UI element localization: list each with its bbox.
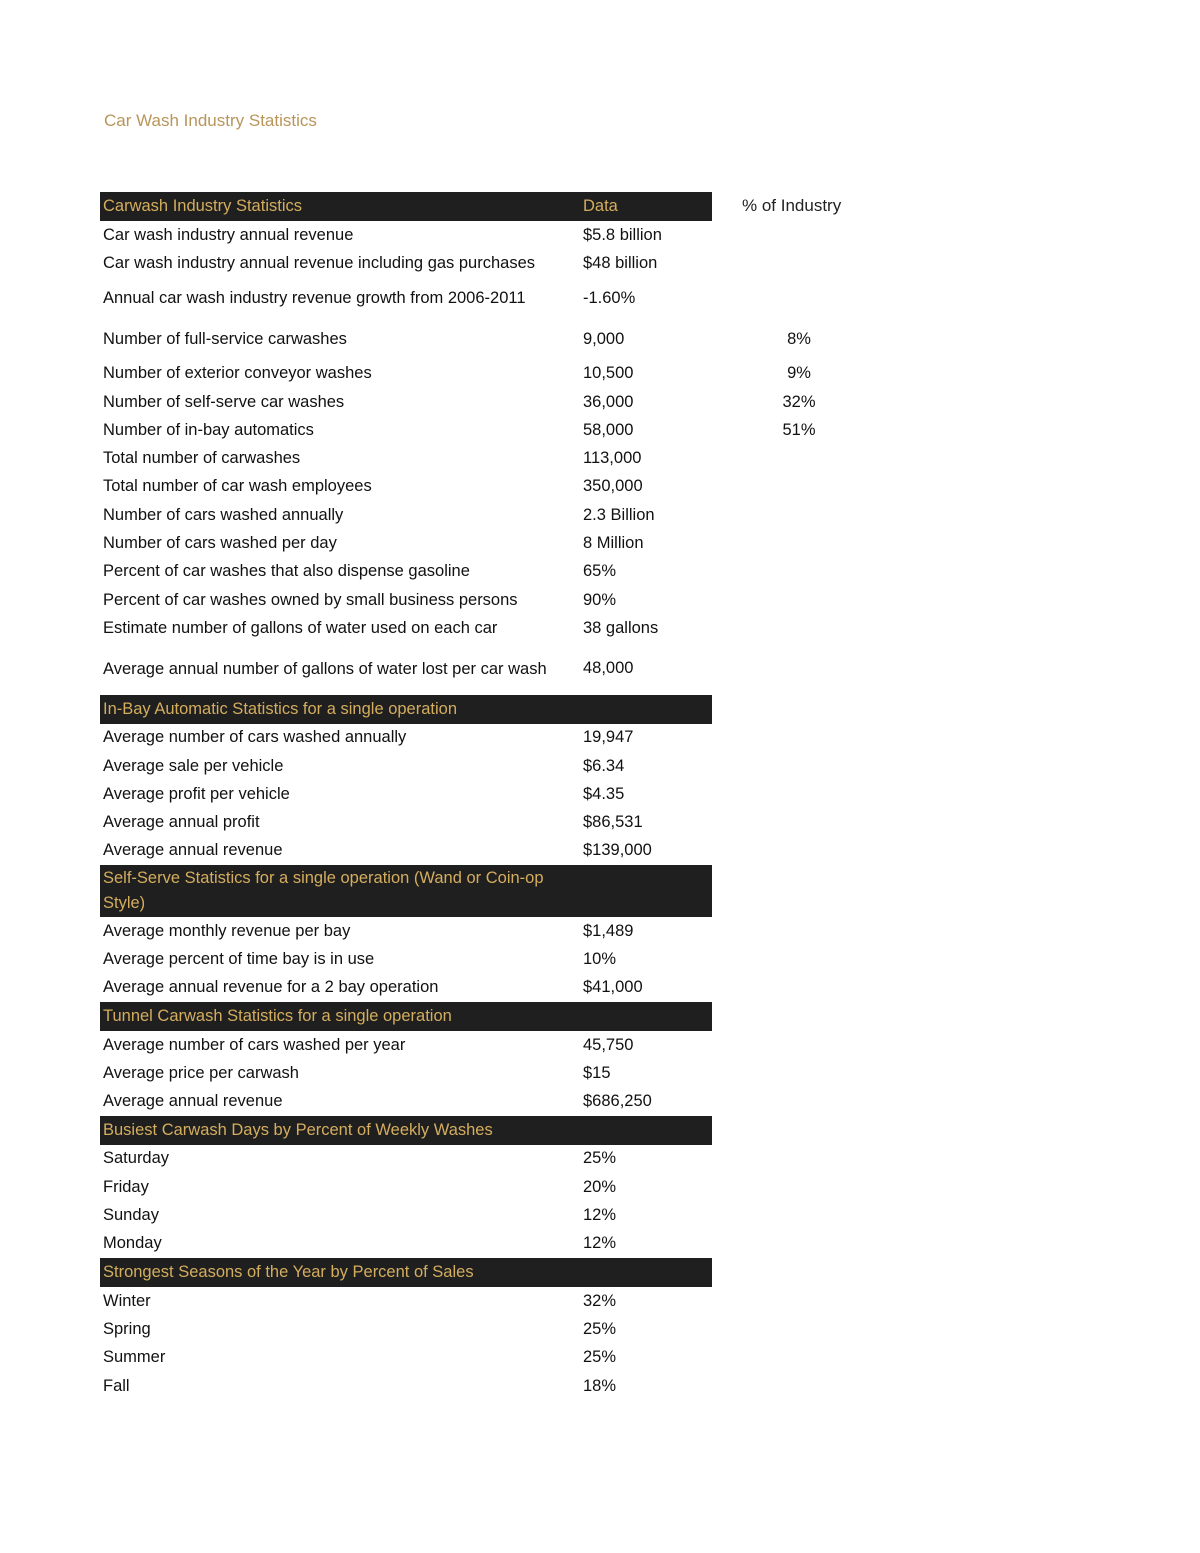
row-value: 32% — [583, 1291, 617, 1310]
table-row — [100, 1344, 712, 1372]
row-label: Fall — [103, 1376, 130, 1395]
table-row — [100, 724, 712, 752]
table-row — [100, 1315, 712, 1343]
table-row — [100, 1059, 712, 1087]
table-row — [100, 1287, 712, 1315]
table-row — [100, 529, 712, 557]
row-label: Car wash industry annual revenue — [103, 225, 354, 244]
row-label: Average profit per vehicle — [103, 784, 290, 803]
table-row — [100, 614, 712, 642]
table-row — [100, 1230, 712, 1258]
row-label: Summer — [103, 1348, 166, 1367]
table-row — [100, 249, 712, 277]
table-row — [100, 1031, 712, 1059]
table-row — [100, 360, 712, 388]
row-label: Average price per carwash — [103, 1063, 299, 1082]
row-value: 19,947 — [583, 728, 634, 747]
table-row — [100, 1372, 712, 1400]
page-title: Car Wash Industry Statistics — [104, 111, 317, 130]
section-header-label: In-Bay Automatic Statistics for a single operation — [103, 699, 458, 718]
row-value: 65% — [583, 562, 617, 581]
table-row — [100, 501, 712, 529]
row-value: 58,000 — [583, 420, 634, 439]
table-row — [100, 416, 712, 444]
table-row — [100, 808, 712, 836]
table-row — [100, 780, 712, 808]
row-value: $686,250 — [583, 1092, 652, 1111]
row-label: Annual car wash industry revenue growth from 2006-2011 — [103, 288, 526, 307]
row-value: 10% — [583, 949, 617, 968]
row-value: 2.3 Billion — [583, 505, 655, 524]
row-value: 20% — [583, 1177, 617, 1196]
row-value: 18% — [583, 1376, 617, 1395]
row-label: Average monthly revenue per bay — [103, 921, 351, 940]
row-label: Percent of car washes owned by small business persons — [103, 590, 518, 609]
row-value: 38 gallons — [583, 618, 659, 637]
row-label: Average number of cars washed per year — [103, 1035, 406, 1054]
row-label: Total number of carwashes — [103, 449, 301, 468]
row-label: Percent of car washes that also dispense gasoline — [103, 562, 470, 581]
section-header-label: Tunnel Carwash Statistics for a single operation — [103, 1006, 452, 1025]
row-value: 9,000 — [583, 329, 625, 348]
row-value: $15 — [583, 1063, 611, 1082]
row-value: 25% — [583, 1348, 617, 1367]
row-label: Car wash industry annual revenue including gas purchases — [103, 253, 536, 272]
table-row — [100, 221, 712, 249]
section-header-label: Strongest Seasons of the Year by Percent of Sales — [103, 1263, 474, 1282]
table-row — [100, 319, 712, 360]
row-label: Total number of car wash employees — [103, 477, 372, 496]
row-label: Average sale per vehicle — [103, 756, 284, 775]
row-value: 12% — [583, 1234, 617, 1253]
section-header — [100, 695, 712, 724]
row-label: Saturday — [103, 1149, 170, 1168]
section-header — [100, 1002, 712, 1031]
percent-of-industry-value: 51% — [782, 420, 816, 439]
row-label: Spring — [103, 1319, 151, 1338]
row-value: $139,000 — [583, 841, 652, 860]
row-value: 25% — [583, 1149, 617, 1168]
percent-of-industry-value: 8% — [787, 329, 811, 348]
row-label: Average number of cars washed annually — [103, 728, 407, 747]
row-value: 113,000 — [583, 449, 642, 468]
row-label: Number of exterior conveyor washes — [103, 364, 372, 383]
row-value: 10,500 — [583, 364, 634, 383]
table-row — [100, 752, 712, 780]
table-row — [100, 473, 712, 501]
row-label: Average annual profit — [103, 813, 260, 832]
row-value: 350,000 — [583, 477, 643, 496]
table-row — [100, 1201, 712, 1229]
row-value: 12% — [583, 1206, 617, 1225]
row-value: 90% — [583, 590, 617, 609]
section-header-value: Data — [583, 197, 618, 215]
row-value: 45,750 — [583, 1035, 634, 1054]
table-row — [100, 1173, 712, 1201]
row-label: Average annual revenue — [103, 1092, 283, 1111]
section-header — [100, 1258, 712, 1287]
section-header — [100, 1116, 712, 1145]
section-header — [100, 192, 712, 221]
section-header-label: Busiest Carwash Days by Percent of Weekly Washes — [103, 1120, 493, 1139]
table-row — [100, 586, 712, 614]
row-label: Number of cars washed annually — [103, 505, 344, 524]
row-value: $5.8 billion — [583, 225, 662, 244]
row-label: Number of full-service carwashes — [103, 329, 347, 348]
row-label: Winter — [103, 1291, 151, 1310]
row-label: Average annual revenue for a 2 bay operation — [103, 978, 439, 997]
row-value: $1,489 — [583, 921, 634, 940]
row-value: 25% — [583, 1319, 617, 1338]
row-value: 48,000 — [583, 659, 634, 678]
row-value: $48 billion — [583, 253, 658, 272]
table-row — [100, 917, 712, 945]
table-row — [100, 444, 712, 472]
table-row — [100, 278, 712, 319]
section-header-label: Self-Serve Statistics for a single operation (Wand or Coin-op Style) — [103, 869, 544, 913]
row-value: $4.35 — [583, 784, 625, 803]
table-row — [100, 837, 712, 865]
section-header — [100, 865, 712, 917]
percent-of-industry-value: 9% — [787, 364, 811, 383]
table-row — [100, 1145, 712, 1173]
row-value: $6.34 — [583, 756, 625, 775]
row-label: Monday — [103, 1234, 162, 1253]
percent-of-industry-value: 32% — [782, 392, 816, 411]
row-label: Number of self-serve car washes — [103, 392, 345, 411]
row-value: -1.60% — [583, 288, 636, 307]
row-value: $41,000 — [583, 978, 643, 997]
table-row — [100, 1088, 712, 1116]
table-row — [100, 945, 712, 973]
table-row — [100, 558, 712, 586]
table-row — [100, 643, 712, 695]
row-label: Average percent of time bay is in use — [103, 949, 375, 968]
row-value: 8 Million — [583, 534, 644, 553]
row-label: Estimate number of gallons of water used on each car — [103, 618, 498, 637]
row-label: Average annual number of gallons of water lost per car wash — [103, 659, 547, 678]
row-label: Friday — [103, 1177, 149, 1196]
percent-of-industry-header: % of Industry — [742, 196, 842, 215]
row-value: $86,531 — [583, 813, 643, 832]
row-label: Sunday — [103, 1206, 159, 1225]
statistics-table — [100, 192, 712, 1400]
row-label: Number of cars washed per day — [103, 534, 337, 553]
section-header-label: Carwash Industry Statistics — [103, 197, 302, 215]
table-row — [100, 388, 712, 416]
row-label: Average annual revenue — [103, 841, 283, 860]
row-label: Number of in-bay automatics — [103, 420, 314, 439]
row-value: 36,000 — [583, 392, 634, 411]
table-row — [100, 974, 712, 1002]
